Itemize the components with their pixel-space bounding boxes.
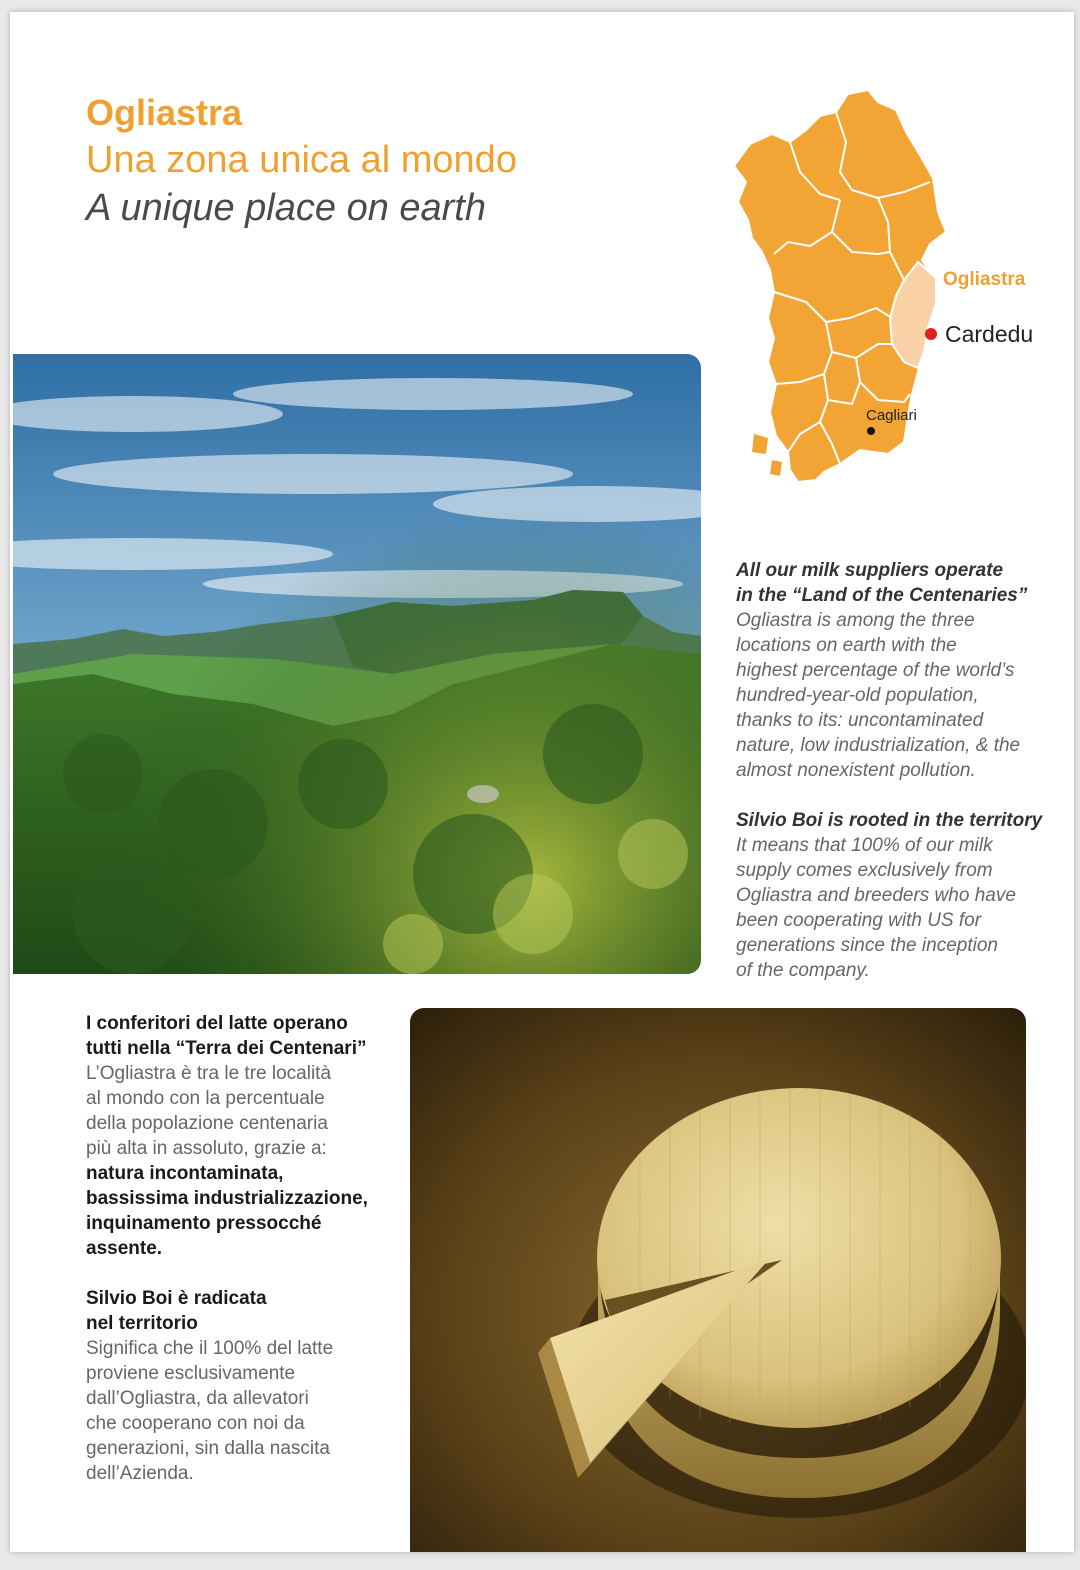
sardinia-map bbox=[728, 82, 1048, 512]
english-text-block bbox=[736, 558, 1043, 983]
cagliari-map-label: Cagliari bbox=[866, 407, 917, 424]
italian-p1-heading: I conferitori del latte operano tutti nella “Terra dei Centenari” bbox=[86, 1013, 367, 1059]
cardedu-dot bbox=[925, 328, 937, 340]
san-pietro-island bbox=[770, 460, 782, 476]
italian-p2-heading: Silvio Boi è radicata nel territorio bbox=[86, 1288, 267, 1334]
english-p2-body: It means that 100% of our milk supply comes exclusively from Ogliastra and breeders who have been cooperating with US for generations since the inception of the company. bbox=[736, 835, 1016, 981]
english-p1-body: Ogliastra is among the three locations on earth with the highest percentage of the world’s hundred-year-old population, thanks to its: uncontaminated nature, low industrialization, & the almost nonexistent pollution. bbox=[736, 610, 1021, 781]
title-block bbox=[86, 90, 517, 232]
sant-antioco-island bbox=[752, 434, 768, 454]
italian-p2-body: Significa che il 100% del latte proviene esclusivamente dall’Ogliastra, da allevatori che cooperano con noi da generazioni, sin dalla nascita dell’Azienda. bbox=[86, 1338, 334, 1484]
page-title: Ogliastra bbox=[86, 92, 243, 133]
italian-p1-body: L’Ogliastra è tra le tre località al mondo con la percentuale della popolazione centenaria più alta in assoluto, grazie a: bbox=[86, 1063, 332, 1159]
ogliastra-map-label: Ogliastra bbox=[943, 269, 1026, 290]
cardedu-map-label: Cardedu bbox=[945, 321, 1034, 347]
english-p1-heading: All our milk suppliers operate in the “Land of the Centenaries” bbox=[736, 560, 1028, 606]
brochure-page bbox=[10, 12, 1074, 1552]
subtitle-english: A unique place on earth bbox=[86, 187, 487, 229]
landscape-photo bbox=[13, 354, 701, 974]
subtitle-italian: Una zona unica al mondo bbox=[86, 139, 517, 181]
english-p2-heading: Silvio Boi is rooted in the territory bbox=[736, 810, 1043, 831]
cheese-photo bbox=[410, 1008, 1026, 1552]
cagliari-dot bbox=[867, 427, 875, 435]
italian-text-block bbox=[86, 1011, 386, 1486]
italian-p1-emphasis: natura incontaminata, bassissima industrializzazione, inquinamento pressocché assente. bbox=[86, 1163, 368, 1259]
